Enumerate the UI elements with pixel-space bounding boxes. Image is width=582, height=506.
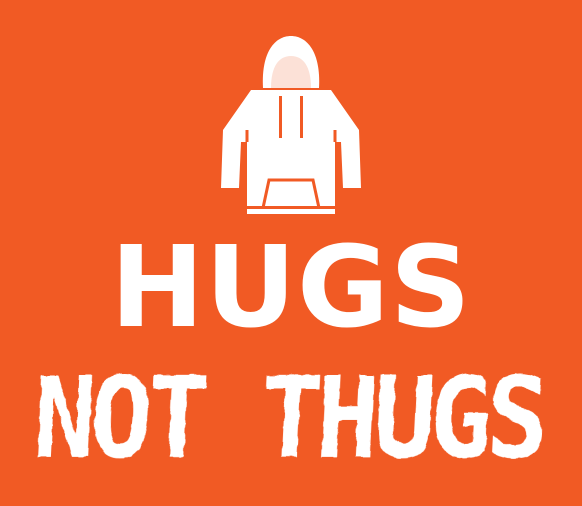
hoodie-icon <box>211 30 371 218</box>
headline-not-thugs: NOT THUGS <box>30 352 547 485</box>
headline-hugs: HUGS <box>110 223 472 353</box>
